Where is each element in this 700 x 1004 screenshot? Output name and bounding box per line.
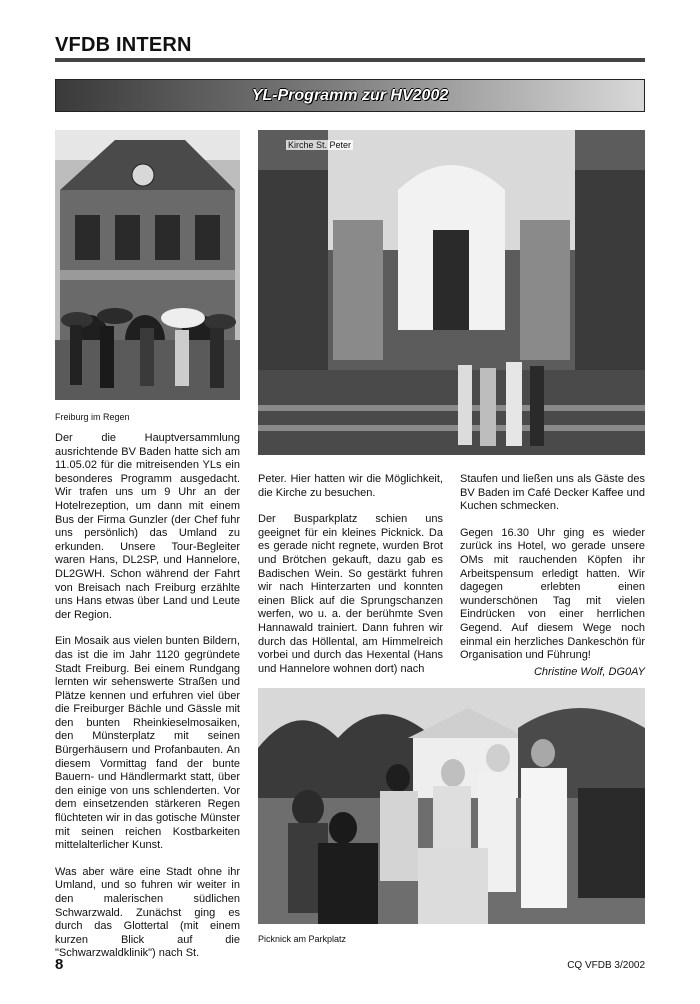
- freiburg-illustration: [55, 130, 240, 400]
- paragraph: Der Busparkplatz schien uns geeignet für ein kleines Picknick. Da es gerade nicht regnete, wurden Brot und Brötchen gekauft, dazu gab es Badischen Wein. So gestärkt fuhren wir nach Hinterzarten und konnten einen Blick auf die Sprungschanzen werfen, wo u. a. der berühmte Sven Hannawald trainiert. Dann fuhren wir durch das Höllental, am Himmelreich vorbei und durch das Hexental (Hans und Hannelore wohnen dort) nach: [258, 513, 443, 675]
- paragraph: Peter. Hier hatten wir die Möglichkeit, die Kirche zu besuchen.: [258, 473, 443, 499]
- article-banner: [55, 79, 645, 112]
- title-rule: [55, 58, 645, 62]
- church-photo: [258, 130, 645, 455]
- church-caption: Kirche St. Peter: [288, 140, 352, 150]
- picnic-photo: [258, 688, 645, 924]
- paragraph: Was aber wäre eine Stadt ohne ihr Umland, und so fuhren wir weiter in den malerischen südlichen Schwarzwald. Zunächst ging es durch das Glottertal (mit einem kurzen Blick auf die "Schwarzwaldklinik") nach St.: [55, 865, 240, 960]
- picnic-caption: Picknick am Parkplatz: [258, 934, 347, 944]
- paragraph: Gegen 16.30 Uhr ging es wieder zurück ins Hotel, wo gerade unsere OMs mit rauchenden Köpfen ihr Arbeitspensum erledigt hatten. Wir dagegen erlebten einen wunderschönen Tag mit vielen Eindrücken von einer herrlichen Gegend. Auf diesem Wege noch einmal ein herzliches Dankeschön für Organisation und Führung!: [460, 526, 645, 662]
- freiburg-caption: Freiburg im Regen: [55, 412, 130, 422]
- freiburg-photo: [55, 130, 240, 400]
- paragraph: Staufen und ließen uns als Gäste des BV Baden im Café Decker Kaffee und Kuchen schmecken.: [460, 473, 645, 513]
- section-title: VFDB INTERN: [55, 34, 192, 56]
- paragraph: Der die Hauptversammlung ausrichtende BV Baden hatte sich am 11.05.02 für die mitreisenden YLs ein besonderes Programm ausgedacht. Wir trafen uns um 9 Uhr an der Hotelrezeption, um dann mit einem Bus der Firma Gunzler (der Chef fuhr uns persönlich) das Umland zu erkunden. Unsere Tour-Begleiter waren Hans, DL2SP, und Hannelore, DL2GWH. Schon während der Fahrt von Breisach nach Freiburg erzählte uns Hans etwas über Land und Leute der Region.: [55, 432, 240, 621]
- magazine-issue: CQ VFDB 3/2002: [567, 960, 645, 971]
- church-illustration: [258, 130, 645, 455]
- page-number: 8: [55, 956, 64, 973]
- article-column-1: [55, 432, 240, 974]
- article-title: YL-Programm zur HV2002: [251, 87, 449, 104]
- paragraph: Ein Mosaik aus vielen bunten Bildern, das ist die im Jahr 1120 gegründete Stadt Freiburg. Bei einem Rundgang lernten wir sehenswerte Straßen und Plätze kennen und erfuhren viel über die Freiburger Bächle und Gässle mit den bunten Rheinkieselmosaiken, den Münsterplatz mit seinen Bürgerhäusern und Profanbauten. An diesem Vormittag fand der bunte Bauern- und Händlermarkt statt, über den einige von uns schlenderten. Vor dem einsetzenden stärkeren Regen flüchteten wir in das gotische Münster mit seinen reichen Kostbarkeiten mittelalterlicher Kunst.: [55, 635, 240, 852]
- picnic-illustration: [258, 688, 645, 924]
- article-column-2: [258, 473, 443, 689]
- author-signature: Christine Wolf, DG0AY: [533, 665, 645, 678]
- article-column-3: [460, 473, 645, 679]
